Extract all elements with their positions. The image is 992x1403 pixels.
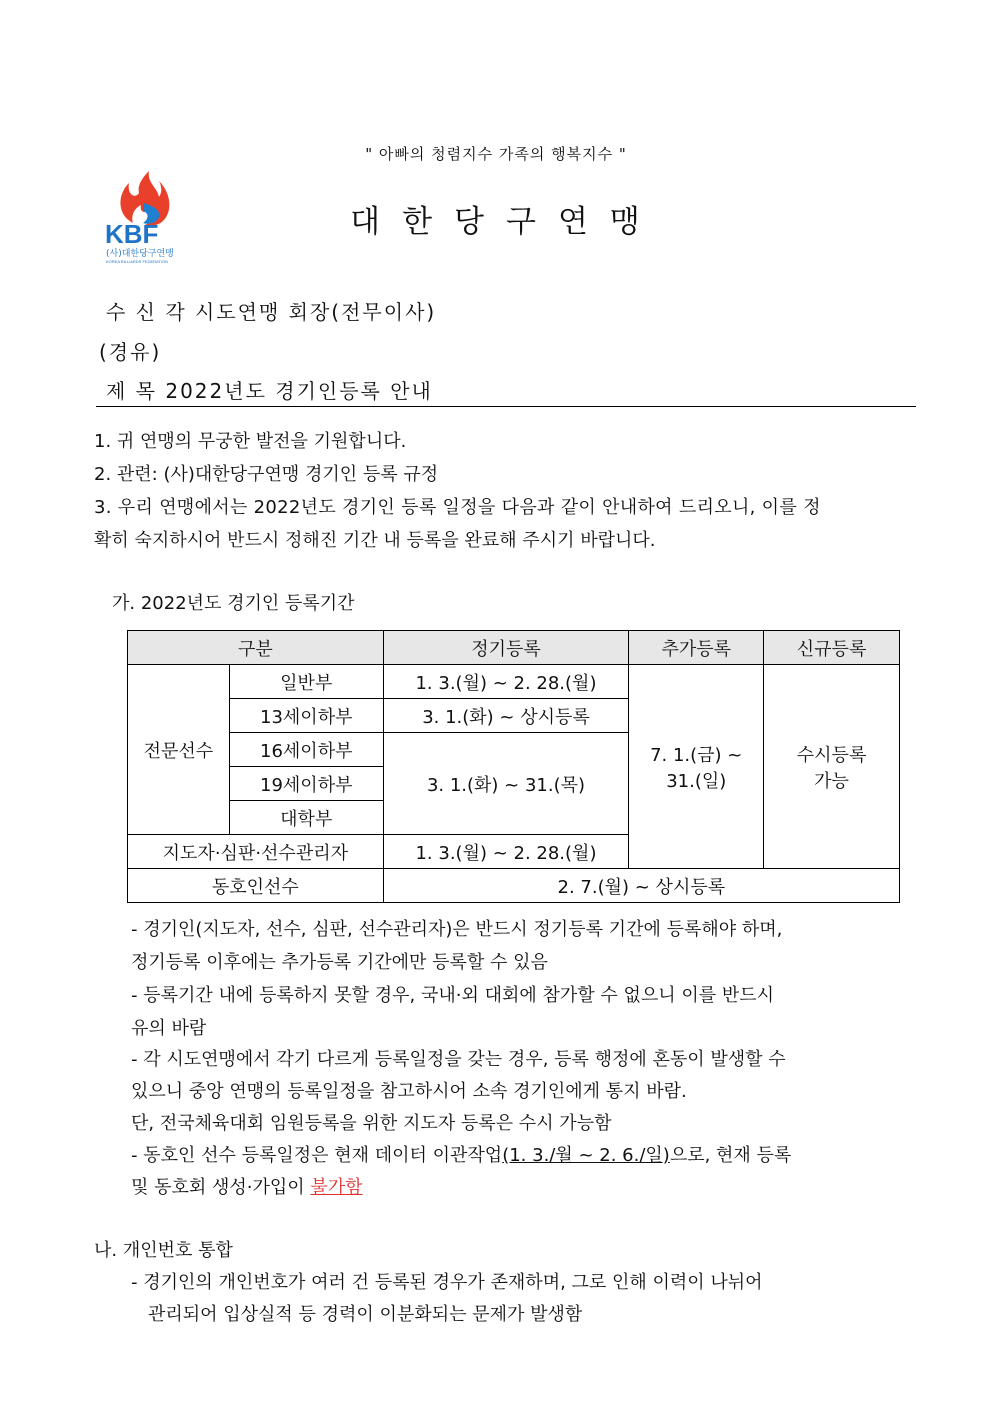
paragraph-3b: 확히 숙지하시어 반드시 정해진 기간 내 등록을 완료해 주시기 바랍니다. (94, 530, 656, 551)
section-b-line1: - 경기인의 개인번호가 여러 건 등록된 경우가 존재하며, 그로 인해 이력이 나뉘어 (131, 1272, 763, 1293)
note-4a-text: - 동호인 선수 등록일정은 현재 데이터 이관작업 (131, 1145, 503, 1166)
regular-period-cell: 3. 1.(화) ~ 상시등록 (383, 699, 629, 733)
note-3c: 단, 전국체육대회 임원등록을 위한 지도자 등록은 수시 가능함 (131, 1113, 612, 1134)
note-4b (131, 1171, 921, 1204)
section-a-title: 가. 2022년도 경기인 등록기간 (112, 593, 355, 614)
header-category: 구분 (128, 631, 384, 665)
header-additional: 추가등록 (629, 631, 764, 665)
note-1b: 정기등록 이후에는 추가등록 기간에만 등록할 수 있음 (131, 952, 548, 973)
header-new: 신규등록 (764, 631, 900, 665)
note-2b: 유의 바람 (131, 1018, 207, 1039)
note-4b-unavailable: 불가함 (310, 1177, 363, 1198)
logo-sub-en: KOREA BILLIARDS FEDERATION (106, 259, 168, 264)
regular-period-cell: 2. 7.(월) ~ 상시등록 (383, 869, 899, 903)
category-cell: 일반부 (229, 665, 383, 699)
regular-period-cell: 1. 3.(월) ~ 2. 28.(월) (383, 665, 629, 699)
note-4a-period: (1. 3./월 ~ 2. 6./일) (502, 1145, 670, 1166)
table-row (128, 869, 900, 903)
logo-text: KBF (105, 219, 159, 249)
new-registration-line1: 수시등록 (796, 744, 867, 766)
regular-period-cell: 3. 1.(화) ~ 31.(목) (383, 733, 629, 835)
logo-sub: (사)대한당구연맹 (106, 249, 174, 259)
recipient-line: 수 신 각 시도연맹 회장(전무이사) (106, 300, 437, 324)
table-header-row (128, 631, 900, 665)
category-cell: 19세이하부 (229, 767, 383, 801)
new-registration-line2: 가능 (814, 770, 849, 792)
note-2a: - 등록기간 내에 등록하지 못할 경우, 국내·외 대회에 참가할 수 없으니 이를 반드시 (131, 985, 775, 1006)
category-cell: 16세이하부 (229, 733, 383, 767)
divider (96, 406, 916, 407)
slogan: " 아빠의 청렴지수 가족의 행복지수 " (365, 145, 627, 163)
additional-period-cell (629, 665, 764, 869)
subject-line: 제 목 2022년도 경기인등록 안내 (106, 379, 433, 403)
new-registration-cell (764, 665, 900, 869)
note-4a-text-end: 으로, 현재 등록 (669, 1145, 792, 1166)
category-cell: 지도자·심판·선수관리자 (128, 835, 384, 869)
section-b-title: 나. 개인번호 통합 (94, 1240, 233, 1261)
note-4a (131, 1139, 921, 1172)
note-4b-text: 및 동호회 생성·가입이 (131, 1177, 311, 1198)
via-line: (경유) (99, 340, 162, 364)
category-cell: 대학부 (229, 801, 383, 835)
note-3b: 있으니 중앙 연맹의 등록일정을 참고하시어 소속 경기인에게 통지 바람. (131, 1081, 687, 1102)
regular-period-cell: 1. 3.(월) ~ 2. 28.(월) (383, 835, 629, 869)
org-title: 대한당구연맹 (350, 204, 662, 240)
header-regular: 정기등록 (383, 631, 629, 665)
section-b-line2: 관리되어 입상실적 등 경력이 이분화되는 문제가 발생함 (148, 1304, 583, 1325)
paragraph-1: 1. 귀 연맹의 무궁한 발전을 기원합니다. (94, 431, 407, 452)
table-row (128, 665, 900, 699)
note-1a: - 경기인(지도자, 선수, 심판, 선수관리자)은 반드시 정기등록 기간에 등록해야 하며, (131, 919, 783, 940)
note-3a: - 각 시도연맹에서 각기 다르게 등록일정을 갖는 경우, 등록 행정에 혼동이 발생할 수 (131, 1049, 786, 1070)
paragraph-3a: 3. 우리 연맹에서는 2022년도 경기인 등록 일정을 다음과 같이 안내하여 드리오니, 이를 정 (94, 497, 821, 518)
registration-table (127, 630, 900, 903)
category-cell: 동호인선수 (128, 869, 384, 903)
additional-period-line1: 7. 1.(금) ~ (650, 744, 743, 766)
group-pro-players: 전문선수 (128, 665, 230, 835)
paragraph-2: 2. 관련: (사)대한당구연맹 경기인 등록 규정 (94, 464, 439, 485)
additional-period-line2: 31.(일) (666, 770, 727, 792)
category-cell: 13세이하부 (229, 699, 383, 733)
